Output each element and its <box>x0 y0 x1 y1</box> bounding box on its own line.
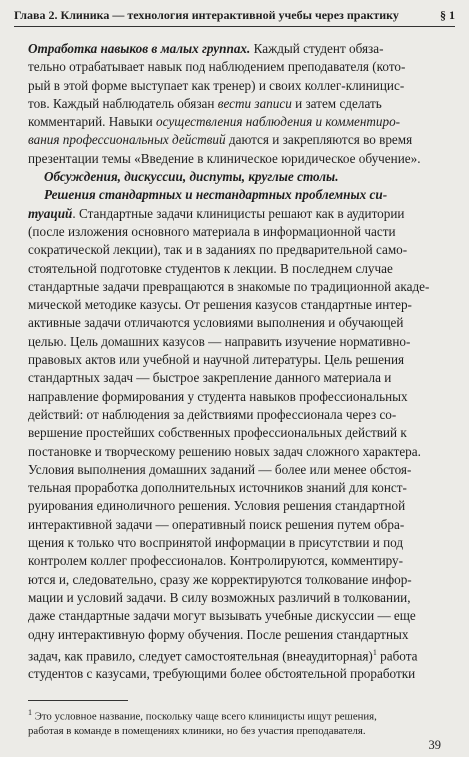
text-segment: мической методике казусы. От решения казусов стандартные интер- <box>28 297 412 313</box>
text-line <box>28 333 447 351</box>
text-line <box>28 534 447 552</box>
text-line <box>28 95 447 113</box>
text-segment: тельная проработка дополнительных источников знаний для конст- <box>28 480 407 496</box>
text-segment: и затем сделать <box>291 95 382 111</box>
text-line <box>28 406 447 424</box>
text-segment: направление формирования у студента навыков профессиональных <box>28 388 408 404</box>
text-segment: Условия выполнения домашних заданий — более или менее обстоя- <box>28 461 412 477</box>
text-segment: задач, как правило, следует самостоятельная (внеаудиторная) <box>28 648 373 664</box>
running-header <box>14 8 455 27</box>
text-line <box>28 77 447 95</box>
text-segment: целью. Цель домашних казусов — направить изучение нормативно- <box>28 333 411 349</box>
text-segment: стандартные задачи превращаются в знакомые по традиционной акаде- <box>28 278 430 294</box>
text-segment: студентов с казусами, требующими более обстоятельной проработки <box>28 666 416 682</box>
text-segment: стоятельной подготовке студентов к лекции. В последнем случае <box>28 260 393 276</box>
text-segment: Это условное название, поскольку чаще всего клиницисты ищут решения, <box>32 710 377 723</box>
text-line <box>28 58 447 76</box>
text-segment: щения к только что воспринятой информации в присутствии и под <box>28 535 404 551</box>
text-segment: комментарий. Навыки <box>28 114 156 130</box>
text-segment: мации и условий задачи. В силу возможных различий в толковании, <box>28 589 411 605</box>
text-line <box>28 706 447 724</box>
text-segment: работа <box>376 648 418 664</box>
text-segment: вания профессиональных действий <box>28 132 226 148</box>
text-line <box>28 260 447 278</box>
text-segment: (после изложения основного материала в информационной части <box>28 223 396 239</box>
footnote <box>28 706 447 738</box>
text-segment: правовых актов или учебной и научной литературы. Цель решения <box>28 352 405 368</box>
text-line <box>28 296 447 314</box>
text-segment: презентации темы «Введение в клиническое юридическое обучение». <box>28 150 421 166</box>
text-segment: руирования единоличного решения. Условия решения стандартной <box>28 498 406 514</box>
text-segment: вершение простейших собственных профессиональных действий к <box>28 425 407 441</box>
text-segment: даются и закрепляются во время <box>225 132 413 148</box>
text-segment: работая в команде в помещениях клиники, но без участия преподавателя. <box>28 724 366 737</box>
text-line <box>28 461 447 479</box>
text-segment: тельно отрабатывает навык под наблюдением преподавателя (кото- <box>28 59 406 75</box>
text-segment: Обсуждения, дискуссии, диспуты, круглые столы. <box>44 169 339 185</box>
text-line <box>28 223 447 241</box>
text-line <box>28 168 447 186</box>
text-line <box>28 369 447 387</box>
text-line <box>28 241 447 259</box>
footnote-separator <box>28 700 128 701</box>
text-line <box>28 205 447 223</box>
text-segment: постановке и творческому решению новых задач сложного характера. <box>28 443 421 459</box>
text-line <box>28 113 447 131</box>
text-line <box>28 516 447 534</box>
chapter-title: Глава 2. Клиника — технология интерактивной учебы через практику <box>14 8 399 22</box>
text-line <box>28 552 447 570</box>
text-line <box>28 665 447 683</box>
footnote-mark: 1 <box>372 647 377 657</box>
text-line <box>28 571 447 589</box>
text-line <box>28 388 447 406</box>
text-segment: действий: от наблюдения за действиями профессионала через со- <box>28 406 397 422</box>
text-line <box>28 443 447 461</box>
text-line <box>28 150 447 168</box>
text-segment: Отработка навыков в малых группах. <box>28 41 251 56</box>
text-line <box>28 479 447 497</box>
section-number: § 1 <box>440 8 455 22</box>
text-segment: даже стандартные задачи могут вызывать учебные дискуссии — еще <box>28 608 416 624</box>
text-segment: интерактивной задачи — оперативный поиск решения путем обра- <box>28 516 405 532</box>
text-line <box>28 278 447 296</box>
text-segment: активные задачи отличаются условиями выполнения и обучающей <box>28 315 404 331</box>
text-line <box>28 186 447 204</box>
text-line <box>28 724 447 738</box>
text-segment: . Стандартные задачи клиницисты решают как в аудитории <box>72 205 405 221</box>
text-segment: тов. Каждый наблюдатель обязан <box>28 95 218 111</box>
text-line <box>28 424 447 442</box>
text-segment: сократической лекции), так и в заданиях по предварительной само- <box>28 242 408 258</box>
text-line <box>28 351 447 369</box>
text-segment: Каждый студент обяза- <box>250 41 384 56</box>
text-segment: ются и, следовательно, сразу же корректируются толкование инфор- <box>28 571 412 587</box>
text-segment: контролем коллег профессионалов. Контролируются, комментиру- <box>28 553 404 569</box>
text-line <box>28 40 447 58</box>
text-line <box>28 589 447 607</box>
text-segment: осуществления наблюдения и комментиро- <box>156 114 401 130</box>
page-number: 39 <box>428 738 441 752</box>
body-text <box>28 40 447 684</box>
text-segment: стандартных задач — быстрое закрепление данного материала и <box>28 370 392 386</box>
text-line <box>28 626 447 644</box>
text-line <box>28 497 447 515</box>
text-segment: вести записи <box>217 95 292 111</box>
footnote-mark: 1 <box>28 708 32 717</box>
text-line <box>28 131 447 149</box>
text-line <box>28 644 447 666</box>
text-line <box>28 314 447 332</box>
text-line <box>28 607 447 625</box>
text-segment: рый в этой форме выступает как тренер) и своих коллег-клиницис- <box>28 77 405 93</box>
text-segment: туаций <box>28 205 73 221</box>
text-segment: одну интерактивную форму обучения. После решения стандартных <box>28 626 409 642</box>
text-segment: Решения стандартных и нестандартных проблемных си- <box>44 187 388 203</box>
